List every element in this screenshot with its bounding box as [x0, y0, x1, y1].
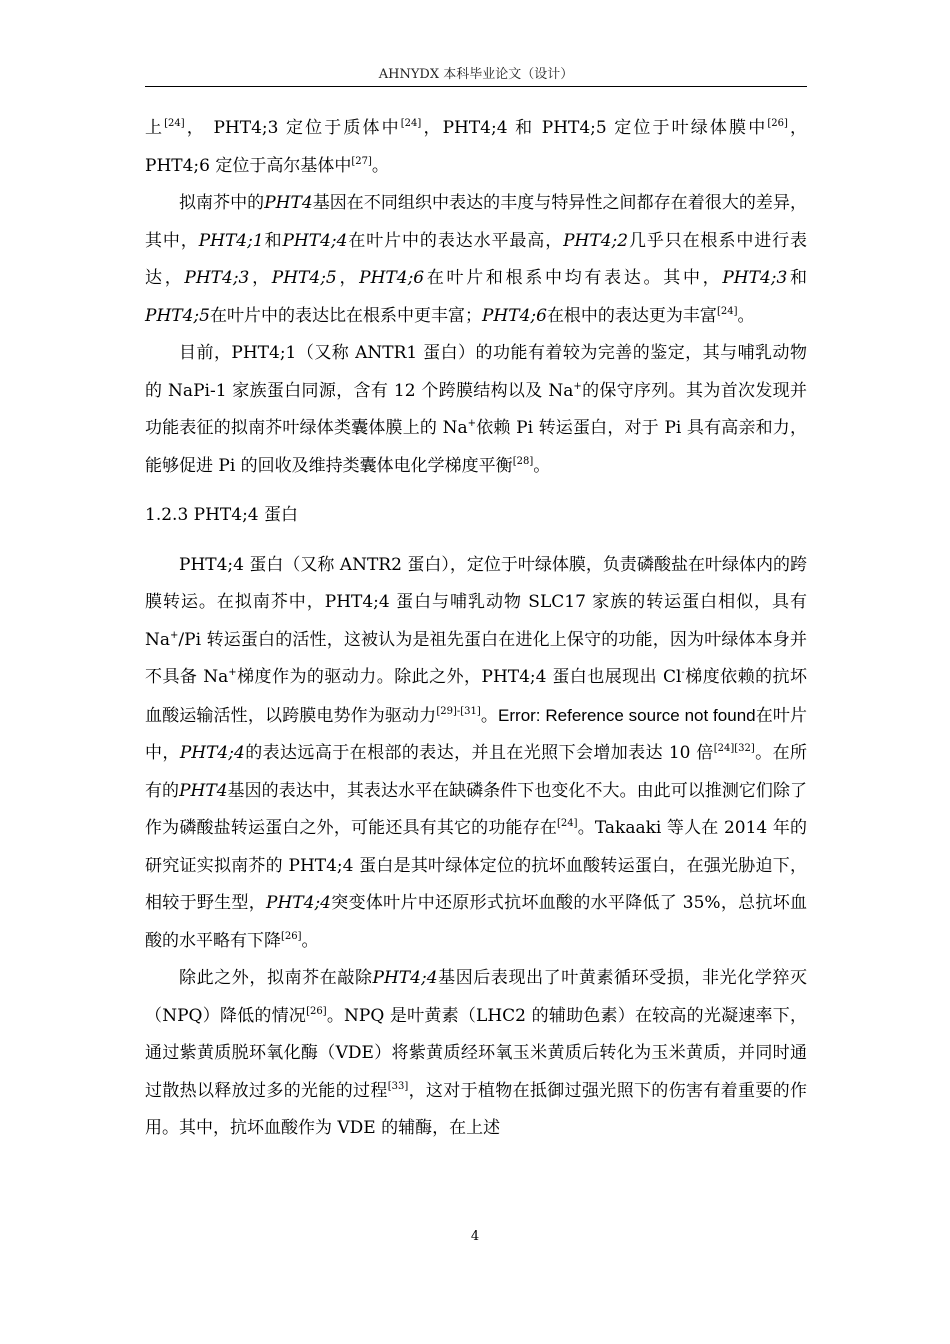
text: 。: [480, 705, 499, 726]
citation-ref: [24][32]: [713, 743, 755, 754]
gene-name: PHT4;6: [481, 305, 547, 326]
paragraph-pht41: [145, 335, 807, 485]
gene-name: PHT4: [264, 193, 313, 213]
paragraph-localization: [145, 110, 807, 185]
text: ，这对于植物在抵御过强光照下的伤害有着重要的作用。其中，抗坏血酸作为 VDE 的辅酶，在上述: [145, 1080, 807, 1138]
text: 梯度依赖的抗坏血酸运输活性，以跨膜电势作为驱动力: [145, 667, 808, 726]
text: ，PHT4;6 定位于高尔基体中: [145, 118, 807, 176]
superscript: +: [228, 667, 237, 678]
text: ，PHT4;4 和 PHT4;5 定位于叶绿体膜中: [421, 118, 768, 138]
citation-ref: [24]: [557, 818, 578, 829]
text: /Pi 转运蛋白的活性，这被认为是祖先蛋白在进化上保守的功能，因为叶绿体本身并不具备 Na: [145, 629, 807, 687]
superscript: +: [170, 629, 179, 641]
running-header: AHNYDX 本科毕业论文（设计）: [378, 67, 574, 82]
text: 几乎只在根系中进行表达，: [145, 230, 808, 288]
error-text: Error: Reference source not found: [498, 705, 756, 725]
text: PHT4;4 蛋白（又称 ANTR2 蛋白），定位于叶绿体膜，负责磷酸盐在叶绿体内的跨膜转运。在拟南芥中，PHT4;4 蛋白与哺乳动物 SLC17 家族的转运蛋白相似，具有 Na: [145, 554, 807, 650]
text: 在根中的表达更为丰富: [546, 305, 717, 326]
page-body: [145, 110, 807, 1148]
text: 的表达远高于在根部的表达，并且在光照下会增加表达 10 倍: [244, 743, 714, 763]
gene-name: PHT4;4: [282, 230, 348, 251]
citation-ref: [24]: [164, 118, 185, 129]
text: 和: [263, 230, 283, 251]
page-number: 4: [470, 1229, 480, 1244]
text: 在叶片中的表达比在根系中更丰富；: [209, 305, 482, 326]
gene-name: PHT4;6: [359, 268, 425, 288]
gene-name: PHT4: [179, 780, 228, 801]
text: 基因后表现出了叶黄素循环受损，非光化学猝灭（NPQ）降低的情况: [145, 968, 808, 1026]
gene-name: PHT4;4: [372, 968, 438, 988]
gene-name: PHT4;3: [722, 268, 788, 288]
text: 依赖 Pi 转运蛋白，对于 Pi 具有高亲和力，能够促进 Pi 的回收及维持类囊体电化学梯度平衡: [145, 418, 807, 476]
gene-name: PHT4;3: [184, 268, 250, 288]
text: 突变体叶片中还原形式抗坏血酸的水平降低了 35%，总抗坏血酸的水平略有下降: [145, 893, 807, 951]
text: ，: [249, 268, 272, 288]
text: 。在所有的: [145, 743, 807, 801]
text: 在叶片和根系中均有表达。其中，: [424, 268, 723, 288]
text: 的保守序列。其为首次发现并功能表征的拟南芥叶绿体类囊体膜上的 Na: [145, 380, 808, 438]
gene-name: PHT4;1: [198, 230, 264, 251]
paragraph-npq: [145, 960, 807, 1148]
text: 基因在不同组织中表达的丰度与特异性之间都存在着很大的差异，其中，: [145, 193, 808, 251]
gene-name: PHT4;5: [271, 268, 337, 288]
text: 上: [145, 118, 165, 138]
text: 基因的表达中，其表达水平在缺磷条件下也变化不大。由此可以推测它们除了作为磷酸盐转运蛋白之外，可能还具有其它的功能存在: [145, 780, 808, 838]
text: 和: [787, 268, 808, 288]
text: 。Takaaki 等人在 2014 年的研究证实拟南芥的 PHT4;4 蛋白是其叶绿体定位的抗坏血酸转运蛋白，在强光胁迫下，相较于野生型，: [145, 818, 807, 913]
text: 。: [371, 155, 389, 176]
citation-ref: [33]: [387, 1080, 409, 1092]
superscript: +: [573, 380, 582, 392]
gene-name: PHT4;4: [266, 893, 331, 913]
text: ， PHT4;3 定位于质体中: [184, 118, 401, 138]
section-heading: 1.2.3 PHT4;4 蛋白: [145, 505, 299, 525]
superscript: +: [467, 418, 477, 429]
text: 拟南芥中的: [179, 193, 265, 213]
text: 梯度作为的驱动力。除此之外，PHT4;4 蛋白也展现出 Cl: [236, 667, 682, 687]
citation-ref: [29]-[31]: [436, 705, 481, 717]
gene-name: PHT4;4: [179, 743, 245, 763]
text: 。: [301, 930, 319, 951]
citation-ref: [28]: [512, 455, 534, 467]
citation-ref: [24]: [400, 118, 422, 129]
text: 。: [533, 455, 551, 476]
text: 除此之外，拟南芥在敲除: [179, 968, 373, 988]
citation-ref: [26]: [767, 118, 788, 129]
text: 目前，PHT4;1（又称 ANTR1 蛋白）的功能有着较为完善的鉴定，其与哺乳动物的 NaPi-1 家族蛋白同源，含有 12 个跨膜结构以及 Na: [145, 343, 807, 401]
gene-name: PHT4;2: [563, 230, 629, 251]
citation-ref: [26]: [306, 1005, 327, 1017]
text: 。: [737, 305, 755, 326]
text: 在叶片中的表达水平最高，: [347, 230, 564, 251]
text: 在叶片中，: [145, 705, 808, 763]
citation-ref: [27]: [351, 155, 372, 167]
paragraph-pht44: [145, 547, 807, 961]
text: ，: [336, 268, 360, 288]
paragraph-expression: [145, 185, 807, 335]
header-rule: [145, 86, 807, 87]
gene-name: PHT4;5: [145, 305, 210, 326]
citation-ref: [24]: [716, 305, 738, 317]
text: 。NPQ 是叶黄素（LHC2 的辅助色素）在较高的光凝速率下，通过紫黄质脱环氧化酶（VDE）将紫黄质经环氧玉米黄质后转化为玉米黄质，并同时通过散热以释放过多的光能的过程: [145, 1005, 807, 1101]
superscript: -: [681, 667, 685, 678]
citation-ref: [26]: [281, 930, 302, 942]
